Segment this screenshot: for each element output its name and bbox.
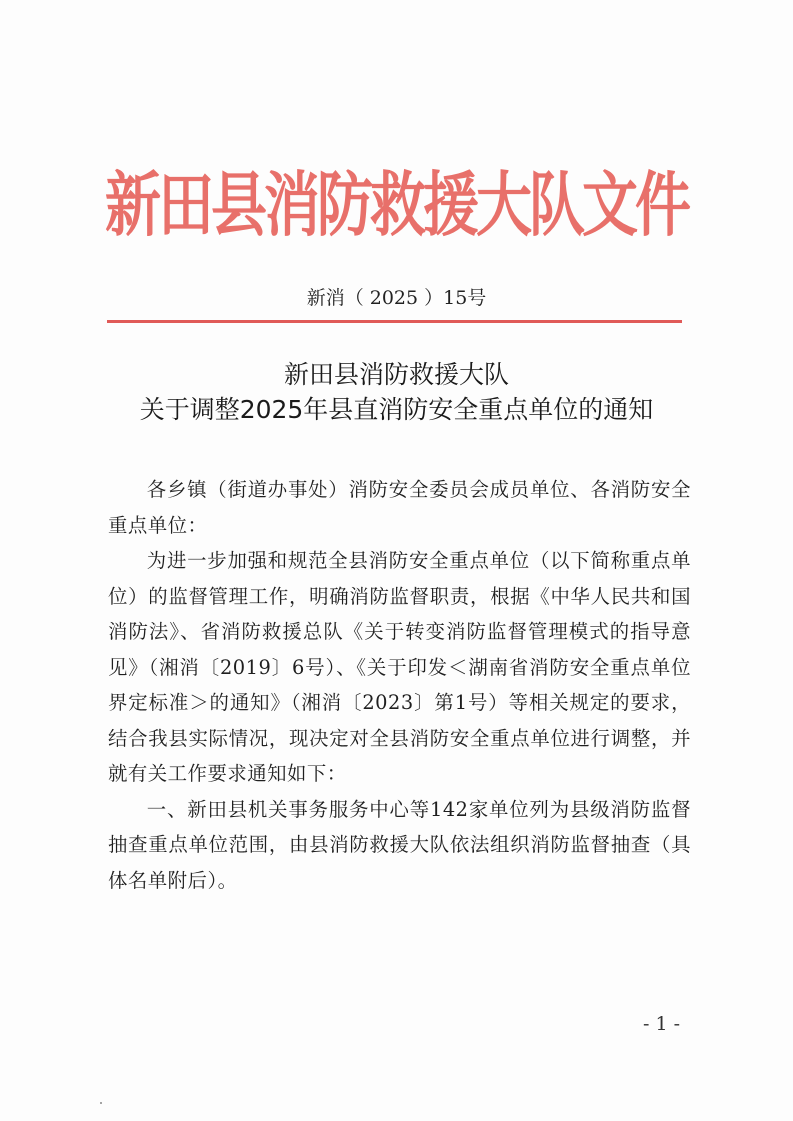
- notice-title-line-1: 新田县消防救援大队: [283, 360, 509, 389]
- document-number: 新消（ 2025 ）15号: [306, 287, 487, 309]
- salutation-paragraph: 各乡镇（街道办事处）消防安全委员会成员单位、各消防安全重点单位：: [108, 478, 691, 537]
- notice-title-line-2: 关于调整2025年县直消防安全重点单位的通知: [139, 395, 654, 424]
- body-paragraph-1: 为进一步加强和规范全县消防安全重点单位（以下简称重点单位）的监督管理工作，明确消防监督职责，根据《中华人民共和国消防法》、省消防救援总队《关于转变消防监督管理模式的指导意见》（湘消〔2019〕6号）、《关于印发＜湖南省消防安全重点单位界定标准＞的通知》（湘消〔2023〕第1号）等相关规定的要求，结合我县实际情况，现决定对全县消防安全重点单位进行调整，并就有关工作要求通知如下：: [108, 549, 691, 785]
- page-number: - 1 -: [642, 1013, 680, 1035]
- scan-speck: [100, 1102, 102, 1104]
- body-paragraph-2: 一、新田县机关事务服务中心等142家单位列为县级消防监督抽查重点单位范围，由县消防救援大队依法组织消防监督抽查（具体名单附后）。: [108, 797, 691, 892]
- notice-body: [108, 472, 691, 898]
- document-masthead: 新田县消防救援大队文件: [105, 165, 688, 247]
- red-separator-line: [107, 320, 682, 323]
